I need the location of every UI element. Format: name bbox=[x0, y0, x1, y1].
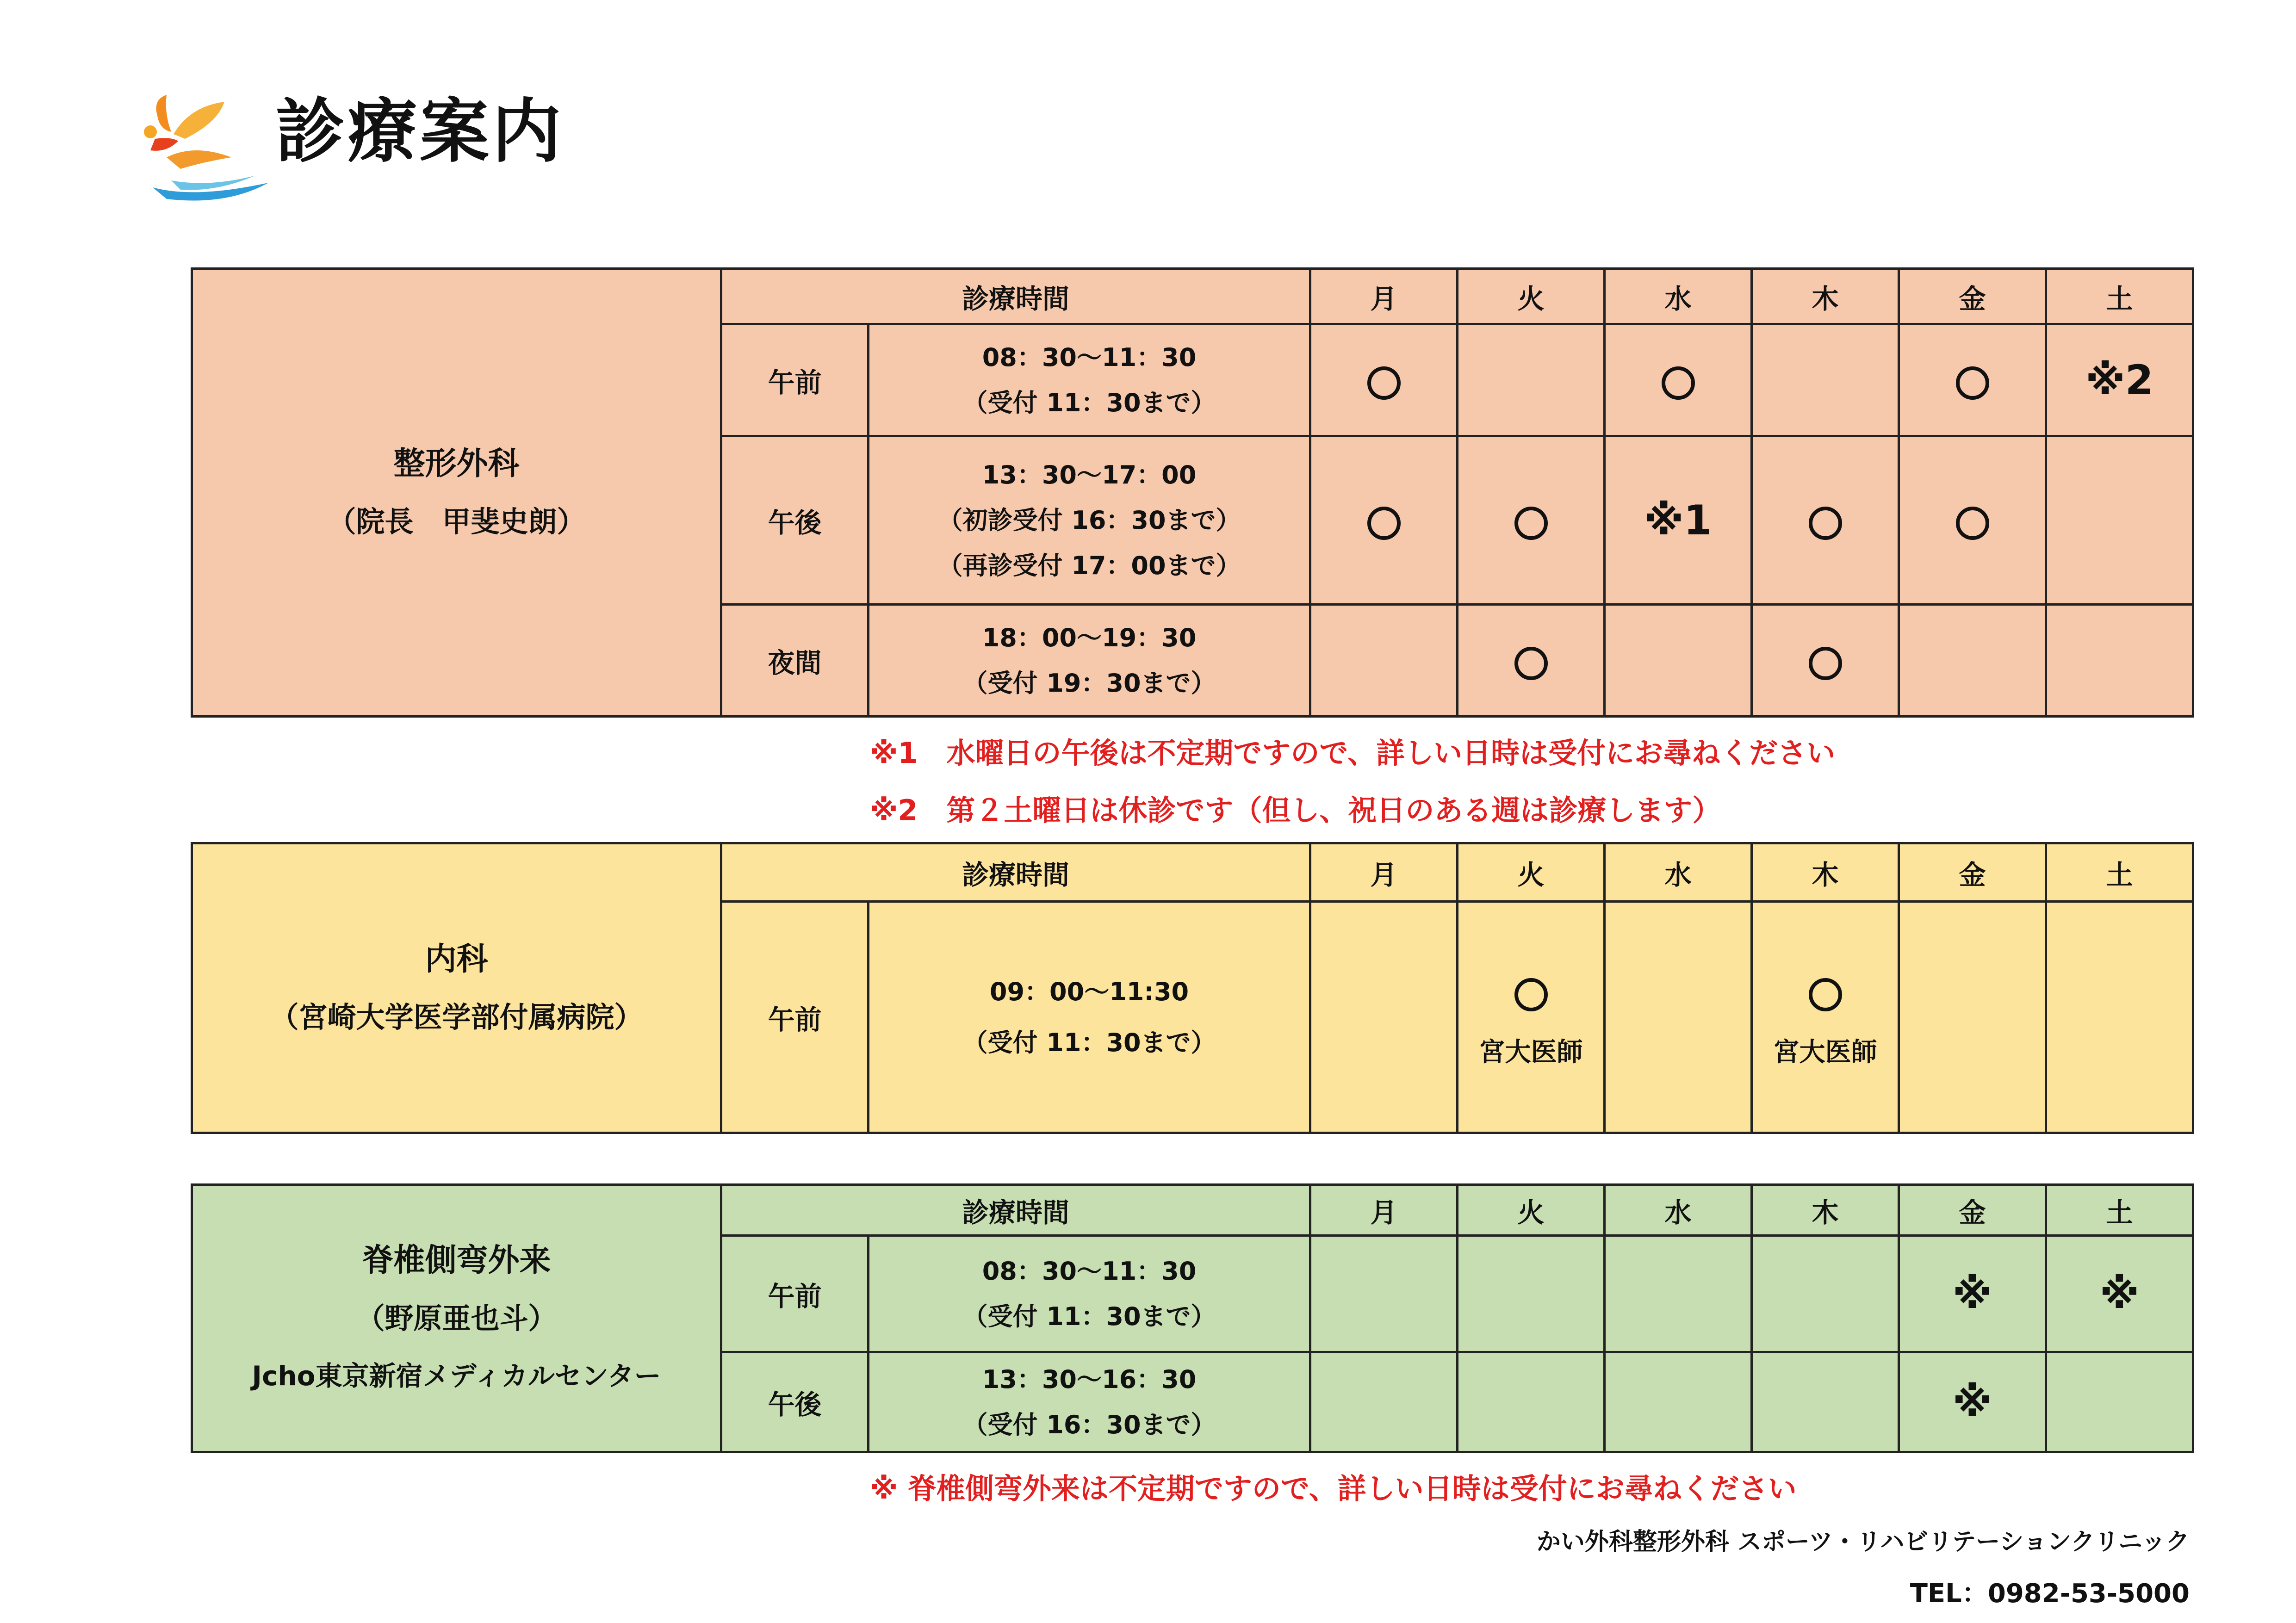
day-header: 土 bbox=[2046, 1185, 2193, 1236]
mark-cell bbox=[1605, 605, 1752, 717]
mark-note: ※ bbox=[1952, 1378, 1992, 1426]
time-cell bbox=[869, 436, 1310, 605]
mark-cell bbox=[1458, 605, 1605, 717]
reception-note: （受付 11：30まで） bbox=[962, 1301, 1216, 1331]
day-header: 火 bbox=[1458, 1185, 1605, 1236]
mark-cell bbox=[1899, 1236, 2046, 1352]
mark-cell bbox=[1752, 605, 1899, 717]
footnote: ※2 第２土曜日は休診です（但し、祝日のある週は診療します） bbox=[870, 793, 1721, 827]
time-range: 09：00～11:30 bbox=[989, 977, 1189, 1006]
period-label: 午後 bbox=[721, 436, 869, 605]
day-header: 月 bbox=[1310, 269, 1458, 324]
time-range: 08：30～11：30 bbox=[982, 342, 1197, 372]
period-label: 午前 bbox=[721, 902, 869, 1133]
day-header: 火 bbox=[1458, 269, 1605, 324]
mark-cell bbox=[1310, 324, 1458, 436]
doctor-name: （院長 甲斐史朗） bbox=[327, 504, 586, 539]
clinic-logo bbox=[139, 88, 273, 208]
open-circle-icon bbox=[1662, 366, 1695, 400]
time-header: 診療時間 bbox=[721, 1185, 1310, 1236]
mark-cell bbox=[1458, 1236, 1605, 1352]
mark-cell bbox=[2046, 902, 2193, 1133]
open-circle-icon bbox=[1809, 978, 1842, 1011]
mark-note: ※1 bbox=[1644, 496, 1712, 544]
mark-cell bbox=[1752, 436, 1899, 605]
period-label: 午前 bbox=[721, 1236, 869, 1352]
footnote: ※1 水曜日の午後は不定期ですので、詳しい日時は受付にお尋ねください bbox=[870, 736, 1836, 770]
mark-cell bbox=[1752, 1236, 1899, 1352]
day-header: 水 bbox=[1605, 269, 1752, 324]
open-circle-icon bbox=[1514, 507, 1548, 540]
time-header: 診療時間 bbox=[721, 843, 1310, 902]
mark-cell bbox=[1899, 436, 2046, 605]
doctor-label: 宮大医師 bbox=[1773, 1037, 1877, 1067]
open-circle-icon bbox=[1514, 978, 1548, 1011]
mark-cell bbox=[1605, 324, 1752, 436]
mark-cell bbox=[2046, 436, 2193, 605]
reception-note: （受付 11：30まで） bbox=[962, 388, 1216, 417]
clinic-phone: TEL：0982-53-5000 bbox=[1910, 1579, 2190, 1609]
doctor-label: 宮大医師 bbox=[1479, 1037, 1583, 1067]
day-header: 金 bbox=[1899, 1185, 2046, 1236]
period-label: 午前 bbox=[721, 324, 869, 436]
mark-note: ※ bbox=[1952, 1270, 1992, 1318]
time-cell bbox=[869, 1236, 1310, 1352]
time-range: 13：30～16：30 bbox=[982, 1364, 1197, 1394]
period-label: 午後 bbox=[721, 1352, 869, 1452]
open-circle-icon bbox=[1956, 507, 1989, 540]
hospital-name: Jcho東京新宿メディカルセンター bbox=[252, 1360, 661, 1392]
day-header: 木 bbox=[1752, 1185, 1899, 1236]
open-circle-icon bbox=[1367, 507, 1401, 540]
day-header: 金 bbox=[1899, 269, 2046, 324]
mark-cell bbox=[2046, 1236, 2193, 1352]
open-circle-icon bbox=[1367, 366, 1401, 400]
mark-cell bbox=[1458, 436, 1605, 605]
mark-cell bbox=[1310, 1352, 1458, 1452]
mark-cell bbox=[1899, 902, 2046, 1133]
mark-cell bbox=[1310, 902, 1458, 1133]
open-circle-icon bbox=[1809, 507, 1842, 540]
internal-medicine-schedule-table bbox=[191, 842, 2194, 1134]
department-cell bbox=[192, 1185, 721, 1452]
mark-cell bbox=[1310, 436, 1458, 605]
time-cell bbox=[869, 324, 1310, 436]
reception-note: （初診受付 16：30まで） bbox=[937, 505, 1241, 535]
open-circle-icon bbox=[1809, 647, 1842, 680]
mark-cell bbox=[1310, 605, 1458, 717]
day-header: 水 bbox=[1605, 843, 1752, 902]
mark-cell bbox=[2046, 324, 2193, 436]
mark-cell bbox=[1458, 1352, 1605, 1452]
mark-cell bbox=[1752, 1352, 1899, 1452]
clinic-name: かい外科整形外科 スポーツ・リハビリテーションクリニック bbox=[1536, 1528, 2190, 1556]
mark-cell bbox=[1899, 605, 2046, 717]
time-range: 13：30～17：00 bbox=[982, 460, 1197, 489]
reception-note: （受付 16：30まで） bbox=[962, 1410, 1216, 1439]
mark-note: ※2 bbox=[2085, 356, 2153, 404]
reception-note: （受付 19：30まで） bbox=[962, 668, 1216, 698]
department-name: 整形外科 bbox=[393, 445, 520, 482]
mark-cell bbox=[1458, 902, 1605, 1133]
day-header: 木 bbox=[1752, 843, 1899, 902]
open-circle-icon bbox=[1956, 366, 1989, 400]
mark-cell bbox=[1605, 436, 1752, 605]
day-header: 土 bbox=[2046, 843, 2193, 902]
time-range: 18：00～19：30 bbox=[982, 623, 1197, 652]
reception-note: （受付 11：30まで） bbox=[962, 1028, 1216, 1057]
department-name: 脊椎側弯外来 bbox=[362, 1242, 551, 1279]
reception-note: （再診受付 17：00まで） bbox=[937, 551, 1241, 580]
mark-cell bbox=[1752, 902, 1899, 1133]
time-header: 診療時間 bbox=[721, 269, 1310, 324]
mark-cell bbox=[1310, 1236, 1458, 1352]
mark-cell bbox=[1899, 324, 2046, 436]
day-header: 金 bbox=[1899, 843, 2046, 902]
mark-cell bbox=[1605, 1352, 1752, 1452]
mark-cell bbox=[2046, 1352, 2193, 1452]
mark-note: ※ bbox=[2099, 1270, 2140, 1318]
affiliation-name: （宮崎大学医学部付属病院） bbox=[270, 1000, 643, 1034]
department-cell bbox=[192, 269, 721, 717]
page-title: 診療案内 bbox=[275, 92, 565, 172]
orthopedics-schedule-table bbox=[191, 267, 2194, 718]
open-circle-icon bbox=[1514, 647, 1548, 680]
time-range: 08：30～11：30 bbox=[982, 1256, 1197, 1286]
time-cell bbox=[869, 902, 1310, 1133]
mark-cell bbox=[1899, 1352, 2046, 1452]
day-header: 月 bbox=[1310, 1185, 1458, 1236]
day-header: 木 bbox=[1752, 269, 1899, 324]
footnote: ※ 脊椎側弯外来は不定期ですので、詳しい日時は受付にお尋ねください bbox=[870, 1472, 1797, 1505]
department-cell bbox=[192, 843, 721, 1133]
time-cell bbox=[869, 605, 1310, 717]
doctor-name: （野原亜也斗） bbox=[356, 1301, 557, 1335]
department-name: 内科 bbox=[425, 941, 488, 978]
mark-cell bbox=[1605, 1236, 1752, 1352]
mark-cell bbox=[1752, 324, 1899, 436]
day-header: 火 bbox=[1458, 843, 1605, 902]
period-label: 夜間 bbox=[721, 605, 869, 717]
spine-clinic-schedule-table bbox=[191, 1183, 2194, 1453]
day-header: 月 bbox=[1310, 843, 1458, 902]
mark-cell bbox=[1605, 902, 1752, 1133]
day-header: 土 bbox=[2046, 269, 2193, 324]
mark-cell bbox=[1458, 324, 1605, 436]
day-header: 水 bbox=[1605, 1185, 1752, 1236]
mark-cell bbox=[2046, 605, 2193, 717]
time-cell bbox=[869, 1352, 1310, 1452]
